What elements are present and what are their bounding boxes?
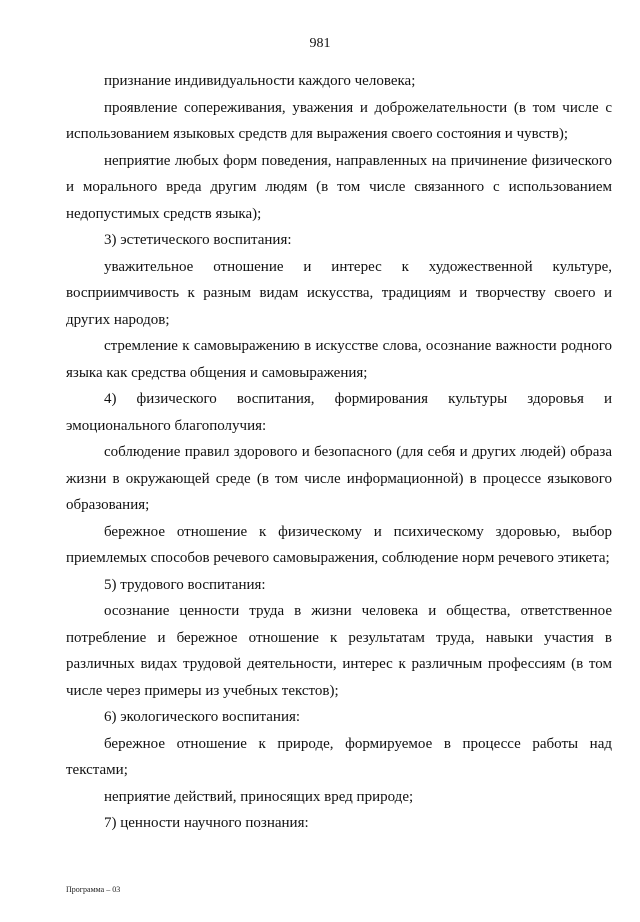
section-heading-aesthetic: 3) эстетического воспитания: bbox=[104, 232, 292, 248]
document-body bbox=[66, 68, 612, 837]
paragraph-3: неприятие любых форм поведения, направленных на причинение физического и морального вреда другим людям (в том числе связанного с использованием недопустимых средств языка); bbox=[66, 152, 612, 222]
paragraph-8: соблюдение правил здорового и безопасного (для себя и других людей) образа жизни в окружающей среде (в том числе информационной) в процессе языкового образования; bbox=[66, 444, 612, 513]
paragraph-14: неприятие действий, приносящих вред природе; bbox=[104, 788, 414, 805]
section-heading-ecological: 6) экологического воспитания: bbox=[104, 709, 301, 725]
paragraph-13: бережное отношение к природе, формируемое в процессе работы над текстами; bbox=[66, 735, 612, 778]
paragraph-9: бережное отношение к физическому и психическому здоровью, выбор приемлемых способов речевого самовыражения, соблюдение норм речевого этикета; bbox=[66, 523, 612, 566]
page-number: 981 bbox=[309, 36, 331, 51]
section-heading-labor: 5) трудового воспитания: bbox=[104, 576, 266, 593]
paragraph-5: уважительное отношение и интерес к художественной культуре, восприимчивость к разным видам искусства, традициям и творчеству своего и других народов; bbox=[66, 258, 612, 328]
section-heading-physical: 4) физического воспитания, формирования культуры здоровья и эмоционального благополучия: bbox=[66, 391, 612, 434]
section-heading-science: 7) ценности научного познания: bbox=[104, 815, 309, 831]
page-footer: Программа – 03 bbox=[66, 885, 121, 894]
paragraph-1: признание индивидуальности каждого человека; bbox=[104, 73, 416, 89]
paragraph-6: стремление к самовыражению в искусстве слова, осознание важности родного языка как средства общения и самовыражения; bbox=[66, 338, 612, 381]
paragraph-11: осознание ценности труда в жизни человека и общества, ответственное потребление и бережное отношение к результатам труда, навыки участия в различных видах трудовой деятельности, интерес к различным профессиям (в том числе через примеры из учебных текстов); bbox=[66, 603, 612, 699]
paragraph-2: проявление сопереживания, уважения и доброжелательности (в том числе с использованием языковых средств для выражения своего состояния и чувств); bbox=[66, 99, 612, 142]
